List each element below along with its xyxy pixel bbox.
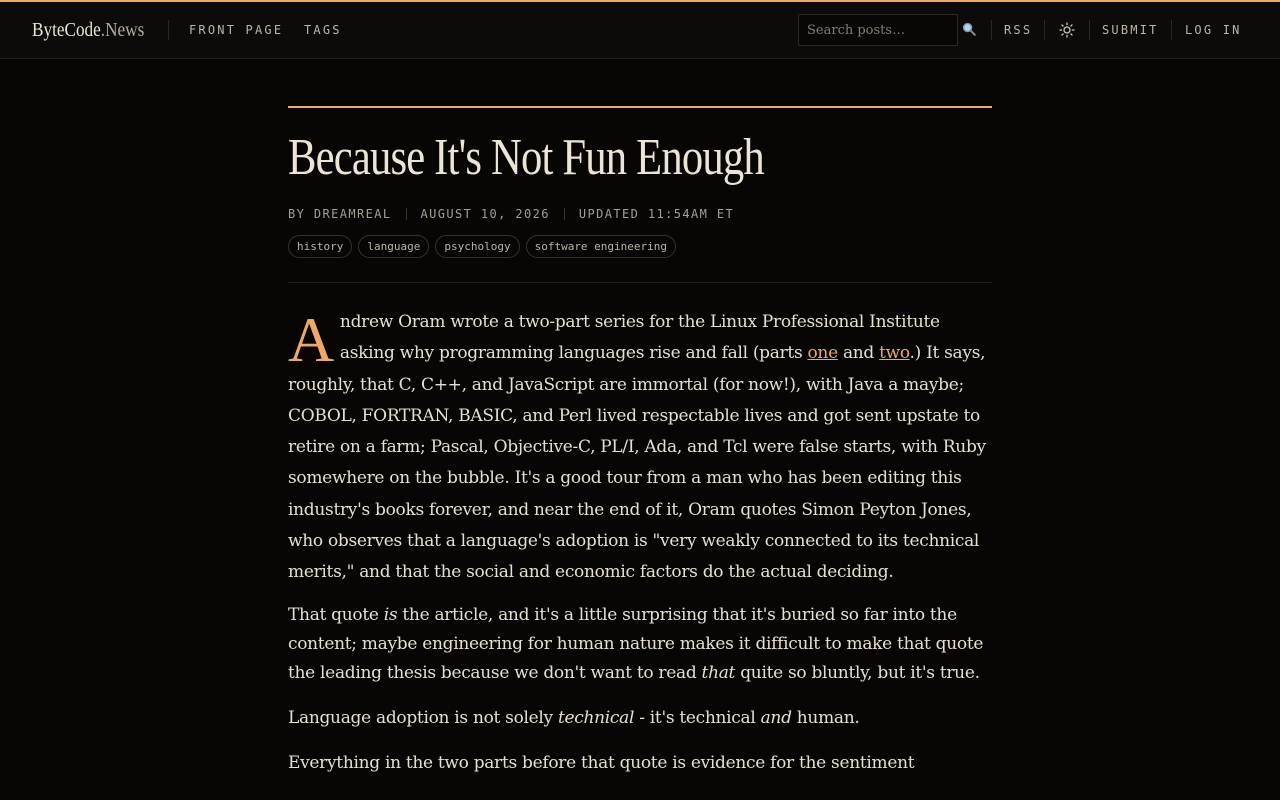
paragraph (288, 704, 992, 733)
paragraph-text: the article, and it's a little surprising that it's buried so far into the content; maybe engineering for human nature makes it difficult to make that quote the leading thesis because we don't want to read (288, 604, 984, 683)
paragraph-text: and (837, 343, 880, 364)
paragraph-text: quite so bluntly, but it's true. (735, 662, 980, 683)
paragraph-text: Everything in the two parts before that quote is evidence for the sentiment (288, 752, 915, 773)
paragraph-text: That quote (288, 604, 384, 625)
tag-language[interactable]: language (358, 235, 429, 258)
paragraph-text: .) It says, roughly, that C, C++, and JavaScript are immortal (for now!), with Java a maybe; COBOL, FORTRAN, BASIC, and Perl lived respectable lives and got sent upstate to retire on a farm; Pascal, Objective-C, PL/I, Ada, and Tcl were false starts, with Ruby somewhere on the bubble. It's a good tour from a man who has been editing this industry's books forever, and near the end of it, Oram quotes Simon Peyton Jones, who observes that a language's adoption is "very weakly connected to its technical merits," and that the social and economic factors do the actual deciding. (288, 343, 986, 583)
emphasis: technical (557, 707, 635, 728)
nav-divider (1089, 20, 1090, 40)
tag-psychology[interactable]: psychology (435, 235, 519, 258)
meta-divider (406, 208, 407, 220)
post-date: AUGUST 10, 2026 (420, 207, 550, 221)
post-updated: UPDATED 11:54AM ET (578, 207, 735, 221)
title-accent-rule (288, 106, 992, 108)
paragraph-text: ndrew Oram wrote a two-part series for the Linux Professional Institute asking why programming languages rise and fall (parts (339, 312, 940, 364)
nav-login[interactable]: LOG IN (1185, 23, 1242, 37)
meta-divider (564, 208, 565, 220)
emphasis: that (701, 662, 736, 683)
emphasis: is (383, 604, 398, 625)
site-logo[interactable] (32, 19, 144, 42)
paragraph-text: - it's technical (634, 707, 761, 728)
sun-icon[interactable] (1059, 22, 1075, 38)
post-author[interactable]: BY DREAMREAL (288, 207, 392, 221)
tag-list (288, 235, 676, 258)
nav-divider (1171, 20, 1172, 40)
link-part-one[interactable]: one (807, 343, 838, 364)
paragraph-text: Language adoption is not solely (288, 707, 558, 728)
nav-divider (1044, 20, 1045, 40)
nav-submit[interactable]: SUBMIT (1102, 23, 1159, 37)
nav-divider (991, 20, 992, 40)
post-meta (288, 207, 734, 221)
nav-rss[interactable]: RSS (1004, 23, 1033, 37)
emphasis: and (760, 707, 792, 728)
site-header (0, 2, 1280, 59)
nav-front-page[interactable]: FRONT PAGE (189, 23, 284, 37)
search-input[interactable] (798, 14, 958, 46)
paragraph (288, 601, 992, 688)
nav-tags[interactable]: TAGS (304, 23, 342, 37)
brand-suffix: .News (100, 19, 145, 41)
post-title: Because It's Not Fun Enough (288, 129, 764, 186)
tag-software-engineering[interactable]: software engineering (526, 235, 676, 258)
paragraph (288, 304, 992, 589)
search-icon[interactable] (962, 22, 976, 36)
brand-name: ByteCode (32, 19, 101, 41)
header-divider (288, 282, 992, 283)
paragraph (288, 749, 992, 778)
nav-divider (168, 20, 169, 40)
drop-cap: A (288, 304, 334, 375)
paragraph-text: human. (791, 707, 860, 728)
link-part-two[interactable]: two (879, 343, 910, 364)
tag-history[interactable]: history (288, 235, 352, 258)
article-body (288, 304, 992, 778)
